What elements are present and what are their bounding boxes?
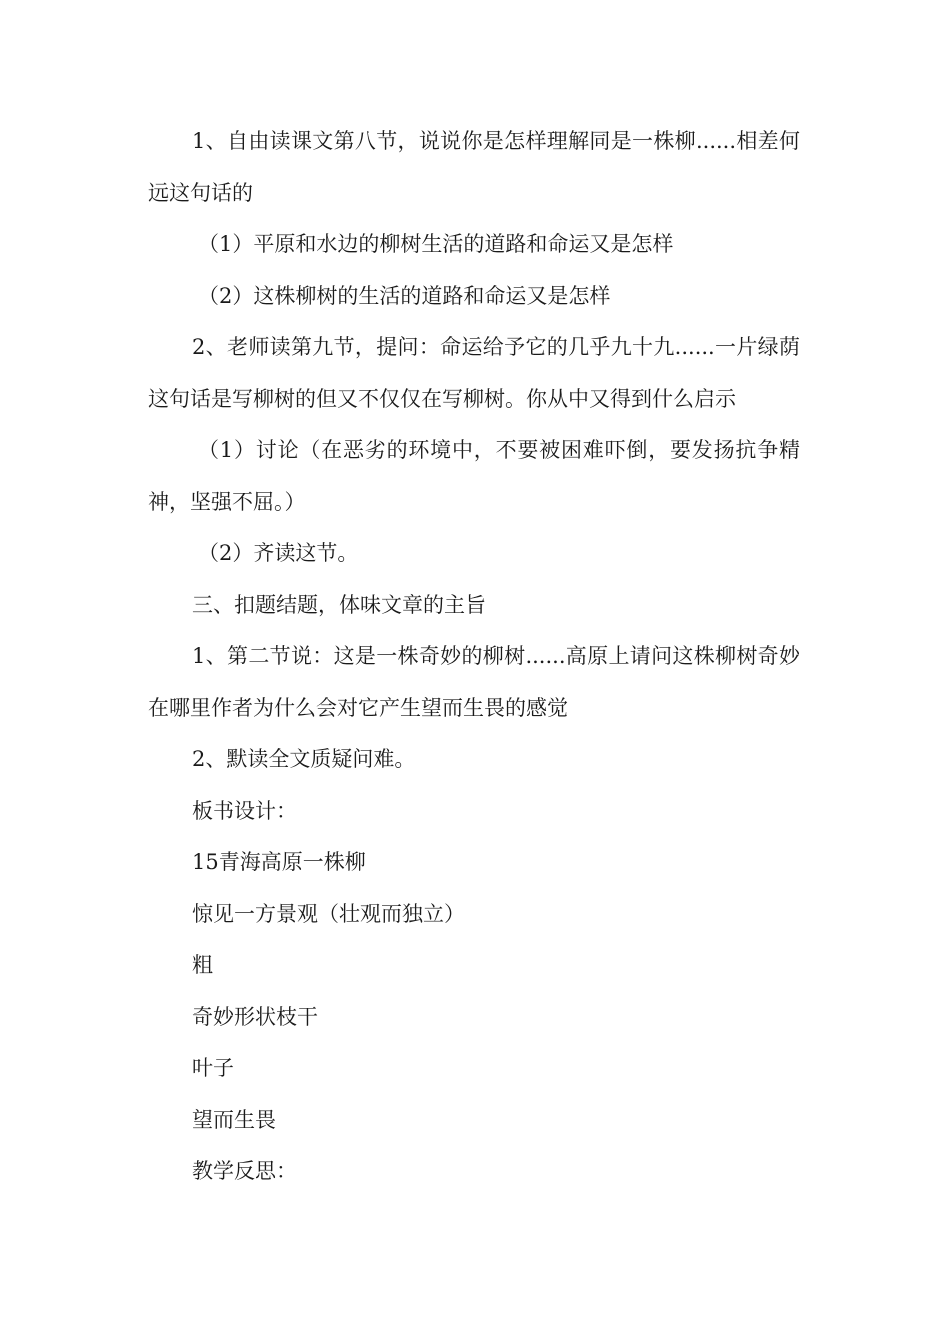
paragraph-6: （2）齐读这节。 bbox=[198, 541, 359, 565]
paragraph-5: （1）讨论（在恶劣的环境中，不要被困难吓倒，要发扬抗争精神，坚强不屈。） bbox=[148, 438, 800, 514]
board-design-line-4: 叶子 bbox=[192, 1056, 234, 1080]
paragraph-2: （1）平原和水边的柳树生活的道路和命运又是怎样 bbox=[198, 232, 674, 256]
paragraph-8: 1、第二节说：这是一株奇妙的柳树......高原上请问这株柳树奇妙在哪里作者为什么会对它产生望而生畏的感觉 bbox=[148, 644, 800, 720]
section-heading: 三、扣题结题，体味文章的主旨 bbox=[192, 592, 486, 617]
paragraph-4: 2、老师读第九节，提问：命运给予它的几乎九十九......一片绿荫这句话是写柳树的但又不仅仅在写柳树。你从中又得到什么启示 bbox=[148, 335, 800, 411]
board-design-line-1: 惊见一方景观（壮观而独立） bbox=[192, 901, 465, 926]
board-design-title: 15青海高原一株柳 bbox=[192, 850, 366, 874]
document-body bbox=[148, 116, 800, 1198]
board-design-line-3: 奇妙形状枝干 bbox=[192, 1004, 318, 1029]
paragraph-9: 2、默读全文质疑问难。 bbox=[192, 747, 416, 771]
board-design-line-2: 粗 bbox=[192, 953, 213, 977]
teaching-reflection-heading: 教学反思： bbox=[192, 1159, 297, 1183]
paragraph-3: （2）这株柳树的生活的道路和命运又是怎样 bbox=[198, 283, 611, 308]
board-design-heading: 板书设计： bbox=[192, 798, 297, 823]
paragraph-1: 1、自由读课文第八节，说说你是怎样理解同是一株柳......相差何远这句话的 bbox=[148, 129, 800, 205]
board-design-line-5: 望而生畏 bbox=[192, 1107, 276, 1132]
